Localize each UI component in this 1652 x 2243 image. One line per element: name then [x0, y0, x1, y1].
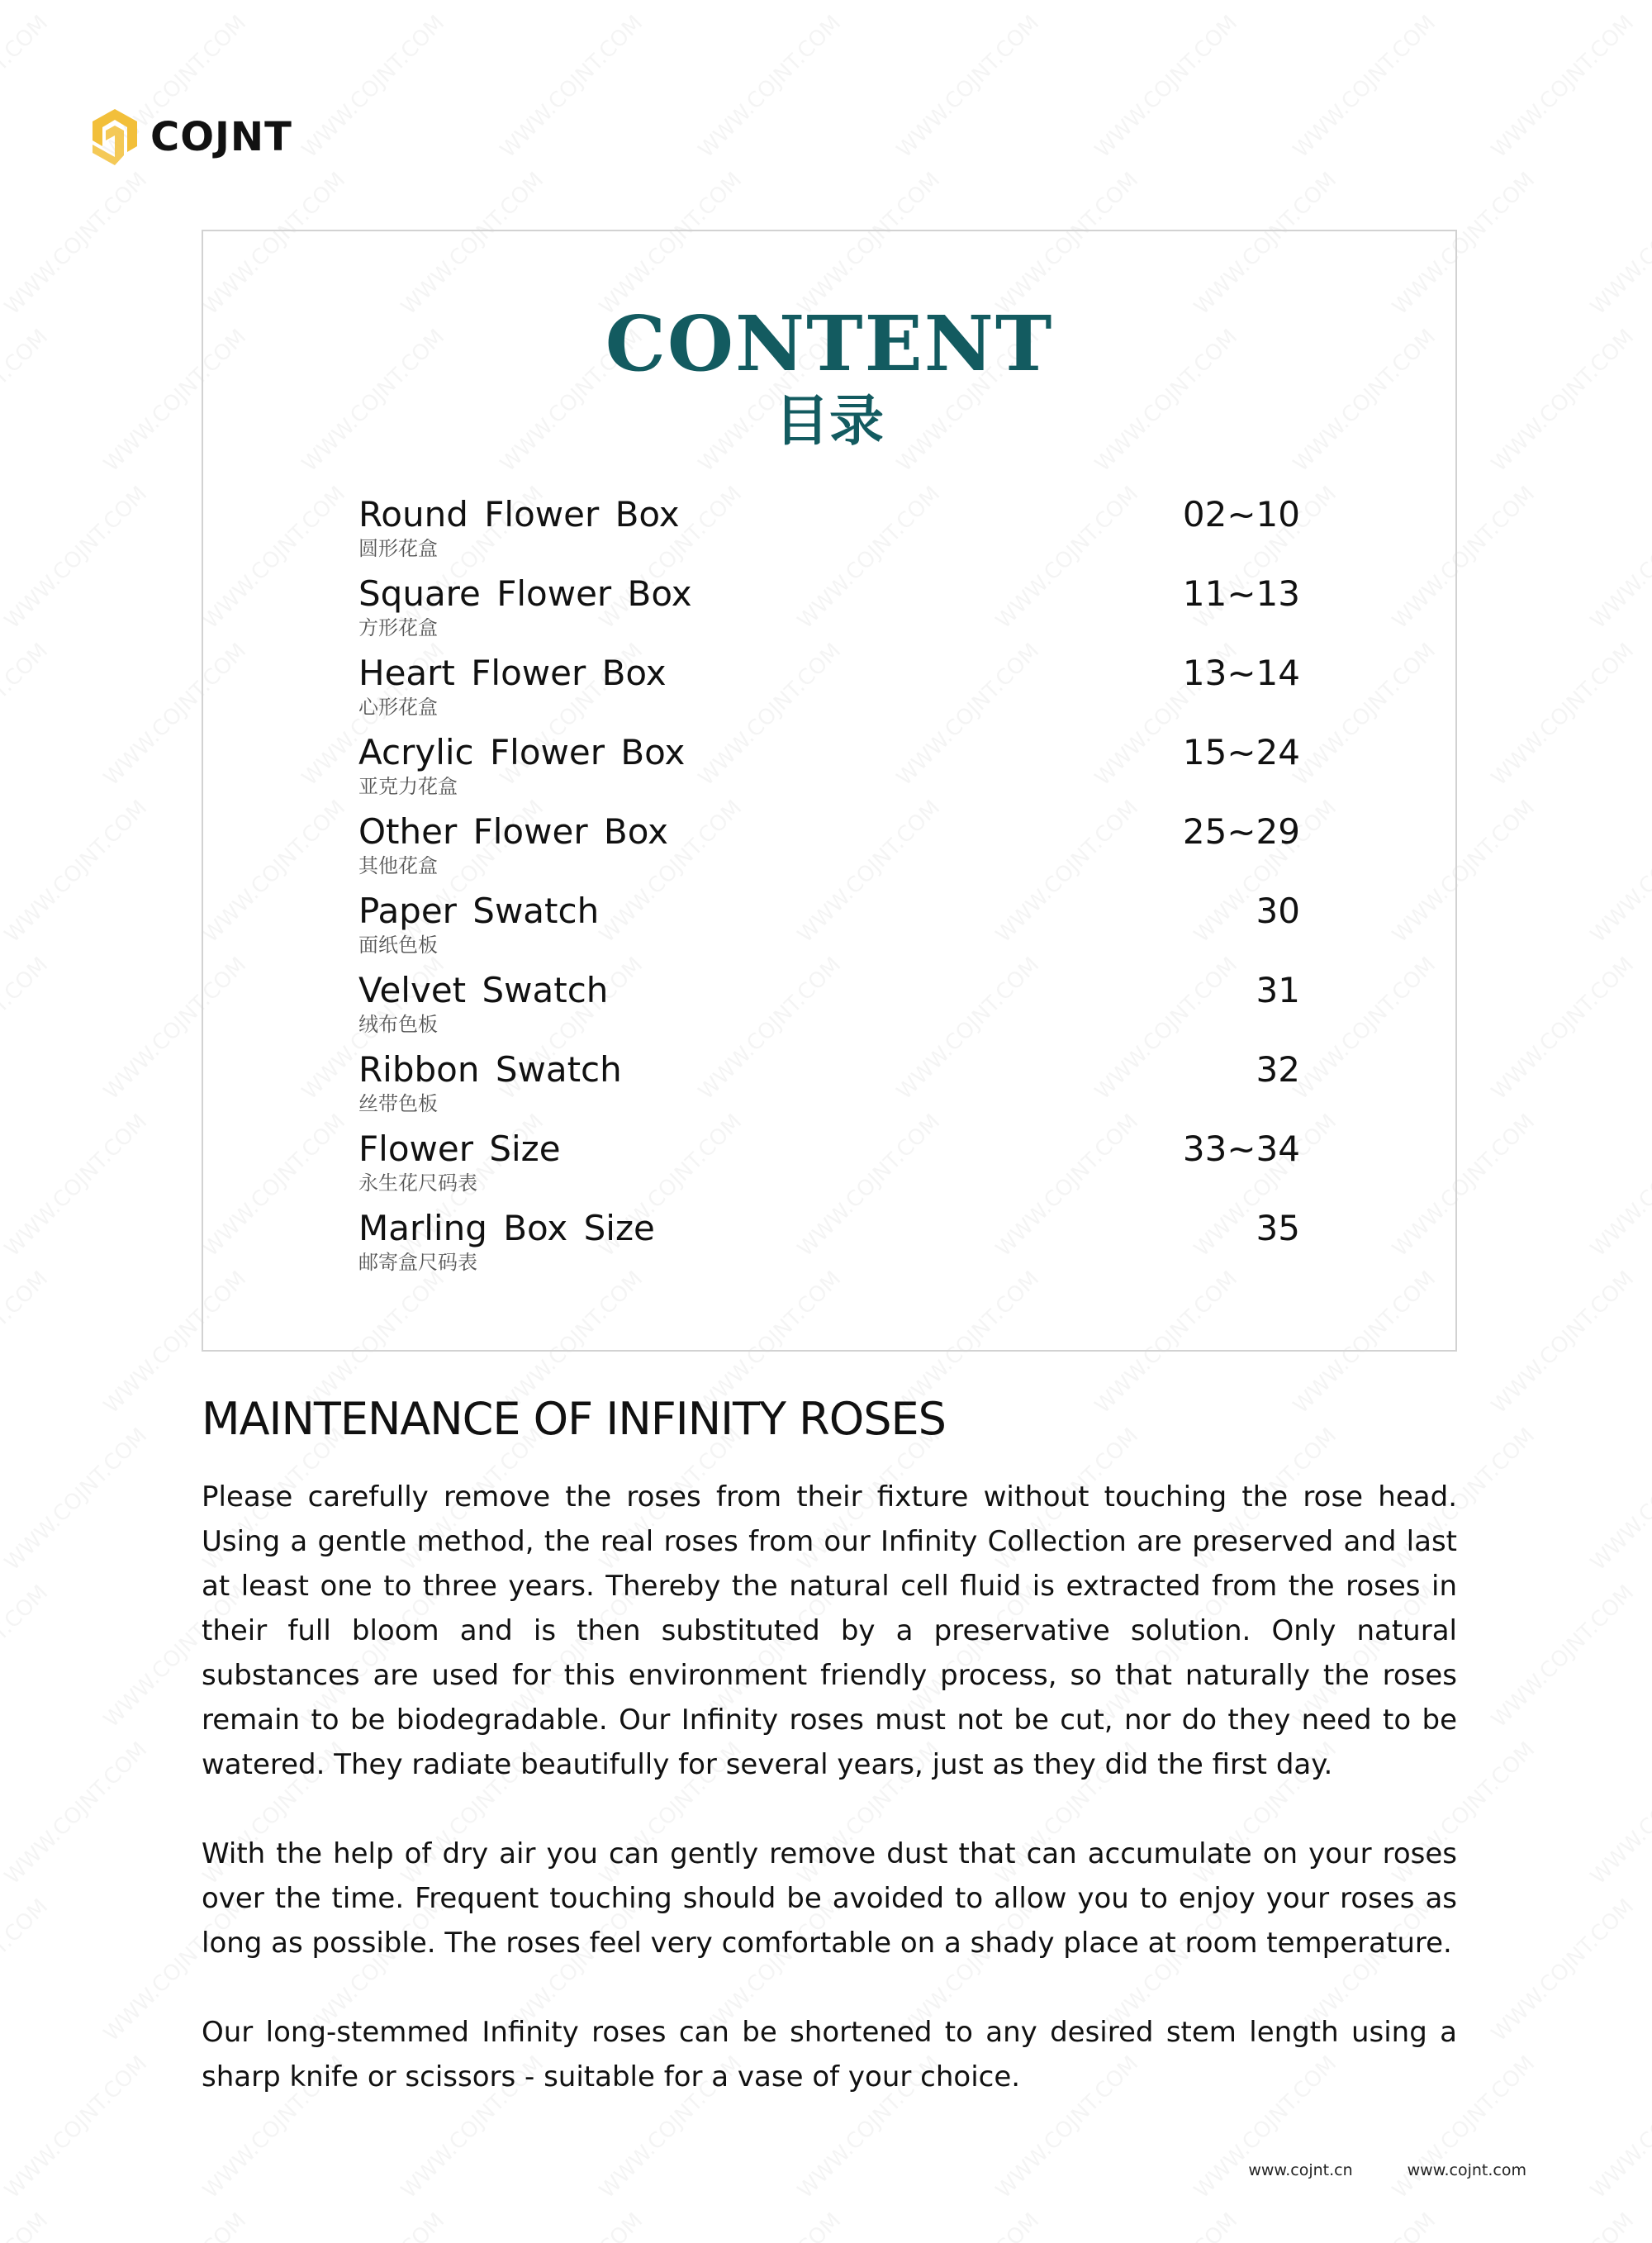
watermark-text [0, 1894, 53, 2046]
watermark-text [1586, 1423, 1652, 1575]
toc-item-pages: 13~14 [1182, 653, 1300, 693]
cojnt-logo-icon [89, 107, 140, 167]
watermark-text [1487, 1894, 1639, 2046]
watermark-text [496, 2208, 648, 2243]
toc-item-title: Paper Swatch [358, 891, 600, 931]
toc-item[interactable] [358, 1049, 1300, 1129]
maintenance-paragraph: Our long-stemmed Infinity roses can be shortened to any desired stem length using a sharp knife or scissors - suitable for a vase of your choice. [202, 2016, 1457, 2093]
toc-item-pages: 25~29 [1182, 811, 1300, 852]
brand-name: COJNT [150, 114, 292, 160]
toc-item-subtitle-cn: 面纸色板 [358, 934, 438, 957]
watermark-text [0, 168, 152, 320]
watermark-text [1090, 11, 1242, 163]
toc-item-title: Flower Size [358, 1129, 561, 1169]
toc-item[interactable] [358, 573, 1300, 653]
toc-item-subtitle-cn: 其他花盒 [358, 854, 438, 877]
watermark-text [1090, 2208, 1242, 2243]
toc-item-subtitle-cn: 方形花盒 [358, 616, 438, 639]
toc-item-pages: 32 [1256, 1049, 1300, 1090]
watermark-text [1586, 2051, 1652, 2203]
watermark-text [1487, 1580, 1639, 1732]
watermark-text [793, 0, 945, 6]
watermark-text [694, 11, 846, 163]
toc-item-pages: 15~24 [1182, 732, 1300, 772]
watermark-text [496, 11, 648, 163]
watermark-text [892, 11, 1044, 163]
watermark-text [1487, 953, 1639, 1105]
watermark-text [1289, 2208, 1441, 2243]
watermark-text [0, 1423, 152, 1575]
watermark-text [0, 0, 152, 6]
watermark-text [0, 2051, 152, 2203]
toc-item-pages: 33~34 [1182, 1129, 1300, 1169]
watermark-text [297, 11, 449, 163]
watermark-text [0, 2208, 53, 2243]
watermark-text [1289, 11, 1441, 163]
toc-item-title: Ribbon Swatch [358, 1049, 622, 1090]
watermark-text [0, 1266, 53, 1419]
watermark-text [0, 796, 152, 948]
watermark-text [694, 2208, 846, 2243]
toc-item[interactable] [358, 1129, 1300, 1208]
toc-item[interactable] [358, 811, 1300, 891]
maintenance-body [202, 1475, 1457, 2144]
watermark-text [0, 1737, 152, 1889]
watermark-text [1586, 796, 1652, 948]
watermark-text [1487, 639, 1639, 791]
toc-item-title: Other Flower Box [358, 811, 669, 852]
footer [1248, 2161, 1526, 2179]
toc-item[interactable] [358, 653, 1300, 732]
toc-item-pages: 11~13 [1182, 573, 1300, 614]
maintenance-paragraph: With the help of dry air you can gently remove dust that can accumulate on your roses over the time. Frequent touching should be avoided to allow you to enjoy your roses as long as possible. The roses feel very comfortable on a shady place at room temperature. [202, 1837, 1457, 1960]
watermark-text [297, 2208, 449, 2243]
watermark-text [99, 2208, 251, 2243]
toc-title-cn: 目录 [775, 388, 884, 453]
watermark-text [1487, 325, 1639, 477]
watermark-text [1586, 168, 1652, 320]
watermark-text [1586, 0, 1652, 6]
table-of-contents [202, 230, 1457, 1352]
toc-item-subtitle-cn: 心形花盒 [358, 696, 438, 719]
toc-item-title: Heart Flower Box [358, 653, 667, 693]
watermark-text [1487, 11, 1639, 163]
toc-item[interactable] [358, 891, 1300, 970]
toc-item-subtitle-cn: 圆形花盒 [358, 537, 438, 560]
watermark-text [0, 639, 53, 791]
toc-item-pages: 02~10 [1182, 494, 1300, 535]
toc-list [358, 494, 1300, 1287]
toc-item-pages: 30 [1256, 891, 1300, 931]
toc-item[interactable] [358, 970, 1300, 1049]
maintenance-heading: MAINTENANCE OF INFINITY ROSES [202, 1393, 946, 1445]
watermark-text [1586, 1110, 1652, 1262]
watermark-text [1487, 1266, 1639, 1419]
toc-item-title: Velvet Swatch [358, 970, 609, 1010]
toc-item-title: Square Flower Box [358, 573, 692, 614]
watermark-text [198, 0, 350, 6]
watermark-text [892, 2208, 1044, 2243]
toc-item-title: Round Flower Box [358, 494, 680, 535]
watermark-text [396, 0, 548, 6]
watermark-text [0, 953, 53, 1105]
toc-item-subtitle-cn: 绒布色板 [358, 1013, 438, 1036]
toc-item[interactable] [358, 494, 1300, 573]
toc-title: CONTENT [605, 299, 1054, 388]
toc-item-subtitle-cn: 邮寄盒尺码表 [358, 1251, 477, 1274]
watermark-text [0, 11, 53, 163]
watermark-text [1586, 482, 1652, 634]
toc-item[interactable] [358, 732, 1300, 811]
toc-item[interactable] [358, 1208, 1300, 1287]
footer-link-cn[interactable]: www.cojnt.cn [1248, 2161, 1353, 2179]
watermark-text [991, 0, 1143, 6]
footer-link-com[interactable]: www.cojnt.com [1407, 2161, 1526, 2179]
watermark-text [0, 1580, 53, 1732]
toc-item-pages: 35 [1256, 1208, 1300, 1248]
maintenance-paragraph: Please carefully remove the roses from their fixture without touching the rose head. Using a gentle method, the real roses from our Infinity Collection are preserved and last at least one to three years. Thereby the natural cell fluid is extracted from the roses in their full bloom and is then substituted by a preservative solution. Only natural substances are used for this environment friendly process, so that naturally the roses remain to be biodegradable. Our Infinity roses must not be cut, nor do they need to be watered. They radiate beautifully for several years, just as they did the first day. [202, 1480, 1457, 1781]
toc-item-subtitle-cn: 亚克力花盒 [358, 775, 458, 798]
watermark-text [595, 0, 747, 6]
watermark-text [0, 325, 53, 477]
watermark-text [1189, 0, 1341, 6]
toc-item-pages: 31 [1256, 970, 1300, 1010]
brand-logo [89, 107, 292, 167]
watermark-text [1487, 2208, 1639, 2243]
toc-item-title: Acrylic Flower Box [358, 732, 686, 772]
toc-item-title: Marling Box Size [358, 1208, 655, 1248]
toc-item-subtitle-cn: 丝带色板 [358, 1092, 438, 1115]
watermark-text [1586, 1737, 1652, 1889]
toc-item-subtitle-cn: 永生花尺码表 [358, 1171, 477, 1195]
watermark-text [0, 1110, 152, 1262]
watermark-text [1388, 0, 1540, 6]
watermark-text [0, 482, 152, 634]
